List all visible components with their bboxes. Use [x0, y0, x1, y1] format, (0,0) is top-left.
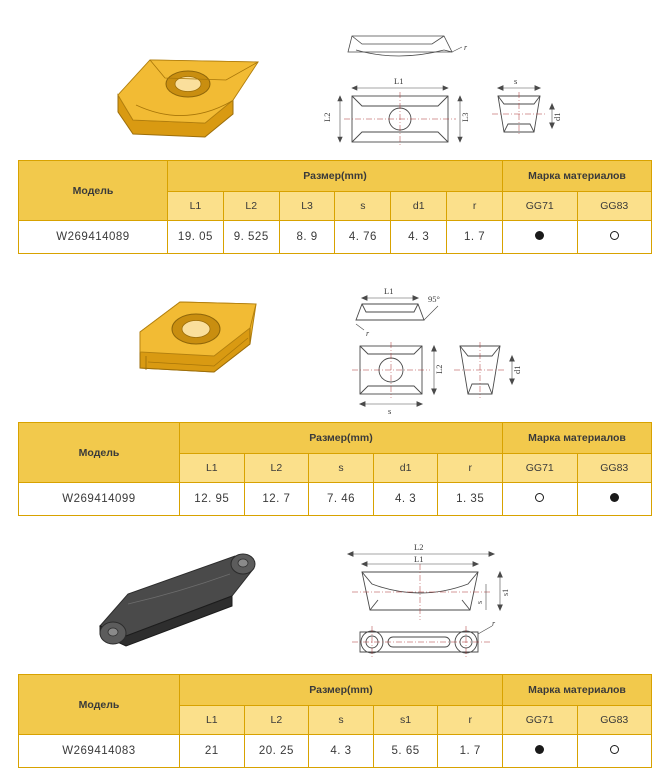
grade-marker-empty	[610, 745, 619, 754]
header-material-group-1: Марка материалов	[503, 161, 652, 192]
insert-3d-render-1	[118, 60, 258, 137]
cell-r-2: 1. 35	[438, 483, 503, 516]
header-model-3: Модель	[19, 675, 180, 735]
spec-table-2	[18, 422, 652, 516]
header-material-group-2: Марка материалов	[503, 423, 652, 454]
product-block-3	[0, 534, 670, 768]
subheader-d1-2: d1	[373, 454, 438, 483]
label-s-1: s	[514, 76, 518, 86]
subheader-gg83-3: GG83	[577, 706, 652, 735]
grade-marker-filled	[610, 493, 619, 502]
subheader-s-1: s	[335, 192, 391, 221]
label-s1-3: s1	[501, 588, 510, 596]
label-L2-3: L2	[414, 542, 424, 552]
insert-front-view-3	[348, 552, 502, 620]
figure-group-2	[0, 272, 670, 422]
label-L3-1: L3	[460, 112, 470, 122]
insert-3d-render-2	[140, 302, 256, 372]
block-spacer-1	[0, 254, 670, 272]
subheader-l2-2: L2	[244, 454, 309, 483]
subheader-r-3: r	[438, 706, 503, 735]
cell-l1-2: 12. 95	[180, 483, 245, 516]
cell-l1-1: 19. 05	[168, 221, 224, 254]
block-3-drawings	[0, 534, 670, 674]
grade-marker-filled	[535, 745, 544, 754]
spec-table-3	[18, 674, 652, 768]
cell-gg83-2	[577, 483, 652, 516]
insert-3d-render-3	[100, 554, 255, 646]
label-s-2: s	[388, 406, 392, 416]
cell-d1-1: 4. 3	[391, 221, 447, 254]
label-r-3: r	[492, 619, 496, 628]
cell-gg83-3	[577, 735, 652, 768]
label-L1-3: L1	[414, 554, 424, 564]
cell-model-2: W269414099	[19, 483, 180, 516]
cell-l1-3: 21	[180, 735, 245, 768]
insert-front-view-2	[352, 342, 436, 406]
cell-gg71-1	[503, 221, 578, 254]
label-d1-1: d1	[552, 112, 562, 121]
insert-top-view-1	[348, 36, 462, 56]
header-model-1: Модель	[19, 161, 168, 221]
subheader-d1-1: d1	[391, 192, 447, 221]
cell-s-3: 4. 3	[309, 735, 374, 768]
table-header-row-3	[19, 675, 652, 706]
block-1-drawings	[0, 0, 670, 160]
cell-r-3: 1. 7	[438, 735, 503, 768]
insert-side-view-2	[454, 342, 514, 398]
cell-s1-3: 5. 65	[373, 735, 438, 768]
cell-s-2: 7. 46	[309, 483, 374, 516]
subheader-gg71-1: GG71	[503, 192, 578, 221]
cell-l2-1: 9. 525	[223, 221, 279, 254]
label-angle-2: 95°	[428, 294, 440, 304]
table-header-row-1	[19, 161, 652, 192]
table-row	[19, 483, 652, 516]
figure-group-3	[0, 534, 670, 674]
label-r-1: r	[464, 43, 468, 52]
label-L1-2: L1	[384, 286, 394, 296]
cell-l2-3: 20. 25	[244, 735, 309, 768]
grade-marker-filled	[535, 231, 544, 240]
insert-top-view-2	[356, 296, 438, 330]
subheader-s-2: s	[309, 454, 374, 483]
cell-model-1: W269414089	[19, 221, 168, 254]
cell-gg71-3	[503, 735, 578, 768]
label-r-2: r	[366, 329, 370, 338]
subheader-l1-2: L1	[180, 454, 245, 483]
cell-s-1: 4. 76	[335, 221, 391, 254]
cell-model-3: W269414083	[19, 735, 180, 768]
subheader-s-3: s	[309, 706, 374, 735]
insert-side-view-1	[492, 86, 554, 136]
header-size-group-1: Размер(mm)	[168, 161, 503, 192]
label-s-3: s	[475, 600, 484, 604]
cell-d1-2: 4. 3	[373, 483, 438, 516]
label-L2-1: L2	[322, 112, 332, 122]
subheader-l2-1: L2	[223, 192, 279, 221]
insert-bottom-view-3	[352, 626, 492, 658]
header-material-group-3: Марка материалов	[503, 675, 652, 706]
subheader-l1-1: L1	[168, 192, 224, 221]
subheader-s1-3: s1	[373, 706, 438, 735]
cell-gg83-1	[577, 221, 652, 254]
header-model-2: Модель	[19, 423, 180, 483]
header-size-group-2: Размер(mm)	[180, 423, 503, 454]
product-block-2	[0, 272, 670, 516]
subheader-l2-3: L2	[244, 706, 309, 735]
subheader-l1-3: L1	[180, 706, 245, 735]
spec-table-1	[18, 160, 652, 254]
label-d1-2: d1	[512, 365, 522, 374]
subheader-l3-1: L3	[279, 192, 335, 221]
product-block-1	[0, 0, 670, 254]
table-row	[19, 221, 652, 254]
subheader-gg71-2: GG71	[503, 454, 578, 483]
subheader-gg83-2: GG83	[577, 454, 652, 483]
cell-l3-1: 8. 9	[279, 221, 335, 254]
figure-group-1	[0, 0, 670, 160]
block-2-drawings	[0, 272, 670, 422]
subheader-gg71-3: GG71	[503, 706, 578, 735]
grade-marker-empty	[535, 493, 544, 502]
table-row	[19, 735, 652, 768]
label-L1-1: L1	[394, 76, 404, 86]
cell-gg71-2	[503, 483, 578, 516]
table-header-row-2	[19, 423, 652, 454]
subheader-r-2: r	[438, 454, 503, 483]
subheader-gg83-1: GG83	[577, 192, 652, 221]
block-spacer-2	[0, 516, 670, 534]
label-L2-2: L2	[434, 364, 444, 374]
cell-l2-2: 12. 7	[244, 483, 309, 516]
subheader-r-1: r	[447, 192, 503, 221]
cell-r-1: 1. 7	[447, 221, 503, 254]
header-size-group-3: Размер(mm)	[180, 675, 503, 706]
grade-marker-empty	[610, 231, 619, 240]
insert-front-view-1	[344, 92, 456, 146]
